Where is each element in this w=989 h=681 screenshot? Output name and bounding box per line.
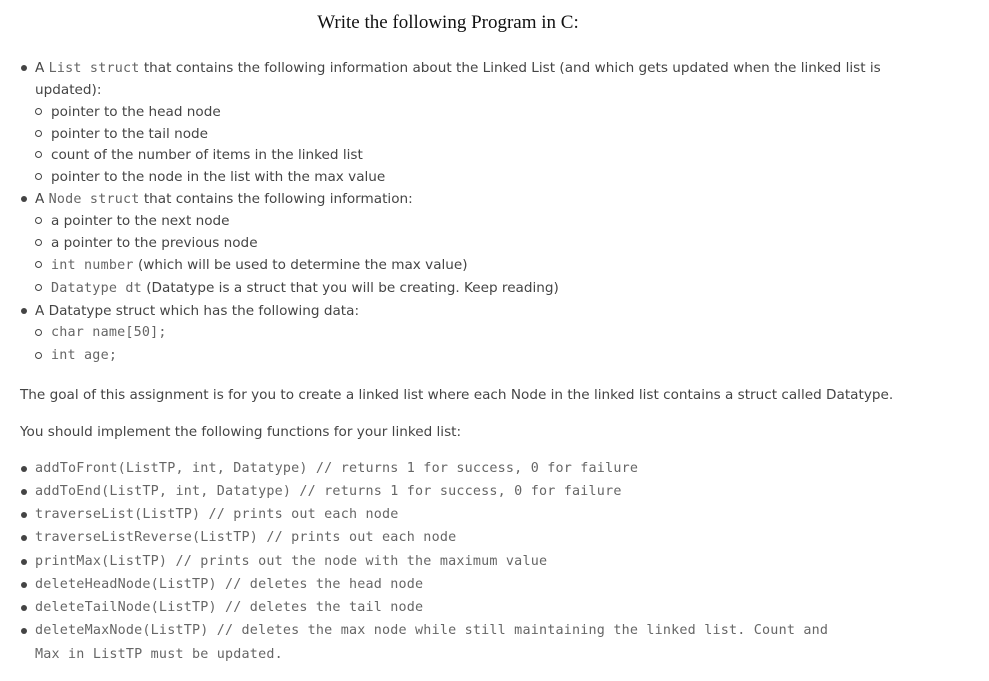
datatype-field-age: int age;	[51, 346, 117, 366]
goal-paragraph: The goal of this assignment is for you to create a linked list where each Node in the linked list contains a struct called Datatype.	[20, 387, 894, 403]
node-field-datatype	[51, 278, 559, 299]
list-field-count: count of the number of items in the linked list	[51, 147, 363, 163]
node-dt-code: Datatype dt	[51, 281, 142, 296]
node-dt-text: (Datatype is a struct that you will be creating. Keep reading)	[141, 280, 559, 296]
function-print-max: printMax(ListTP) // prints out the node with the maximum value	[35, 552, 547, 572]
node-field-number	[51, 255, 468, 276]
node-field-prev: a pointer to the previous node	[51, 235, 258, 251]
function-add-to-front: addToFront(ListTP, int, Datatype) // returns 1 for success, 0 for failure	[35, 459, 638, 479]
list-struct-code: List struct	[48, 61, 140, 76]
function-traverse-list-reverse: traverseListReverse(ListTP) // prints out each node	[35, 528, 456, 548]
implement-paragraph: You should implement the following functions for your linked list:	[20, 424, 462, 440]
list-struct-item	[35, 58, 881, 79]
node-struct-item	[35, 189, 413, 210]
function-delete-head-node: deleteHeadNode(ListTP) // deletes the head node	[35, 575, 423, 595]
function-delete-tail-node: deleteTailNode(ListTP) // deletes the tail node	[35, 598, 423, 618]
node-int-text: (which will be used to determine the max value)	[133, 257, 468, 273]
function-delete-max-node-continuation: Max in ListTP must be updated.	[35, 647, 283, 662]
list-field-max: pointer to the node in the list with the max value	[51, 169, 386, 185]
datatype-field-name: char name[50];	[51, 323, 167, 343]
function-add-to-end: addToEnd(ListTP, int, Datatype) // returns 1 for success, 0 for failure	[35, 482, 622, 502]
node-struct-code: Node struct	[48, 192, 140, 207]
node-field-next: a pointer to the next node	[51, 213, 230, 229]
datatype-struct-item: A Datatype struct which has the following data:	[35, 303, 360, 319]
list-struct-post: that contains the following information about the Linked List (and which gets updated when the linked list is	[139, 60, 881, 76]
list-struct-pre: A	[35, 60, 49, 76]
list-field-head: pointer to the head node	[51, 104, 221, 120]
function-traverse-list: traverseList(ListTP) // prints out each node	[35, 505, 399, 525]
function-delete-max-node: deleteMaxNode(ListTP) // deletes the max node while still maintaining the linked list. Count and	[35, 621, 828, 641]
node-int-code: int number	[51, 258, 134, 273]
list-struct-continuation: updated):	[35, 82, 102, 98]
page-title: Write the following Program in C:	[317, 12, 579, 33]
node-struct-pre: A	[35, 191, 49, 207]
list-field-tail: pointer to the tail node	[51, 126, 208, 142]
node-struct-post: that contains the following information:	[139, 191, 413, 207]
